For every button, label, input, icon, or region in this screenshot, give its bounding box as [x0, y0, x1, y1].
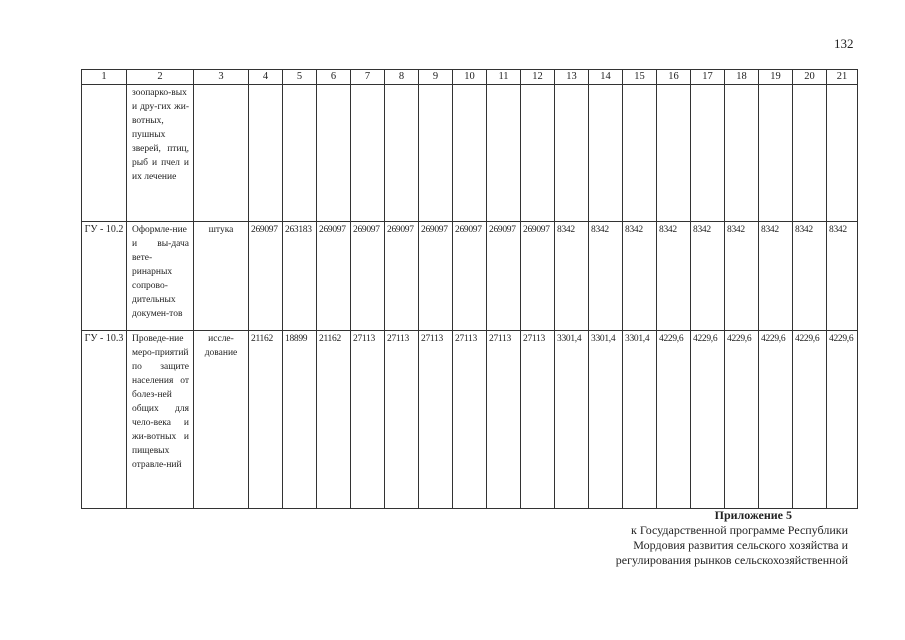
- row-value: 269097: [487, 222, 521, 331]
- appendix-line: регулирования рынков сельскохозяйственной: [615, 553, 848, 567]
- row-value: [419, 85, 453, 222]
- row-value: 27113: [521, 331, 555, 509]
- row-value: 8342: [691, 222, 725, 331]
- data-table: [81, 69, 858, 509]
- row-value: [385, 85, 419, 222]
- column-header: 14: [589, 70, 623, 85]
- row-code: ГУ - 10.2: [82, 222, 127, 331]
- row-value: [249, 85, 283, 222]
- column-header: 5: [283, 70, 317, 85]
- row-value: 4229,6: [827, 331, 858, 509]
- appendix-line: к Государственной программе Республики: [631, 523, 848, 537]
- appendix-line: Мордовия развития сельского хозяйства и: [633, 538, 848, 552]
- row-value: [351, 85, 385, 222]
- row-value: [555, 85, 589, 222]
- row-value: 3301,4: [623, 331, 657, 509]
- row-value: 4229,6: [793, 331, 827, 509]
- column-header: 7: [351, 70, 385, 85]
- row-value: 8342: [623, 222, 657, 331]
- row-value: 8342: [589, 222, 623, 331]
- row-name: Проведе-ние меро-приятий по защите населения от болез-ней общих для чело-века и жи-вотных и пищевых отравле-ний: [127, 331, 194, 509]
- column-header: 12: [521, 70, 555, 85]
- column-header: 21: [827, 70, 858, 85]
- row-value: 269097: [419, 222, 453, 331]
- column-header: 18: [725, 70, 759, 85]
- column-header: 8: [385, 70, 419, 85]
- row-name: Оформле-ние и вы-дача вете-ринарных сопрово-дительных докумен-тов: [127, 222, 194, 331]
- row-value: [725, 85, 759, 222]
- column-header: 13: [555, 70, 589, 85]
- column-header: 3: [194, 70, 249, 85]
- row-value: 269097: [249, 222, 283, 331]
- column-header: 11: [487, 70, 521, 85]
- table-row: [82, 222, 858, 331]
- row-value: 21162: [317, 331, 351, 509]
- column-header: 16: [657, 70, 691, 85]
- table-row: [82, 85, 858, 222]
- row-value: 269097: [351, 222, 385, 331]
- column-header: 19: [759, 70, 793, 85]
- row-value: 4229,6: [691, 331, 725, 509]
- column-header: 10: [453, 70, 487, 85]
- row-value: 8342: [657, 222, 691, 331]
- row-value: 27113: [487, 331, 521, 509]
- appendix-block: [568, 508, 848, 568]
- table-row: [82, 331, 858, 509]
- row-value: 3301,4: [589, 331, 623, 509]
- row-code: ГУ - 10.3: [82, 331, 127, 509]
- column-header: 2: [127, 70, 194, 85]
- row-value: 27113: [351, 331, 385, 509]
- row-value: [521, 85, 555, 222]
- row-value: [589, 85, 623, 222]
- row-unit: иссле-дование: [194, 331, 249, 509]
- row-value: 269097: [453, 222, 487, 331]
- column-header: 4: [249, 70, 283, 85]
- row-value: 4229,6: [725, 331, 759, 509]
- row-value: 4229,6: [759, 331, 793, 509]
- row-value: 269097: [521, 222, 555, 331]
- row-name: зоопарко-вых и дру-гих жи-вотных, пушных зверей, птиц, рыб и пчел и их лечение: [127, 85, 194, 222]
- row-value: 27113: [385, 331, 419, 509]
- row-value: [827, 85, 858, 222]
- column-header: 15: [623, 70, 657, 85]
- row-value: [759, 85, 793, 222]
- row-value: [793, 85, 827, 222]
- row-value: 263183: [283, 222, 317, 331]
- column-header: 9: [419, 70, 453, 85]
- column-header: 17: [691, 70, 725, 85]
- row-unit: [194, 85, 249, 222]
- row-value: [317, 85, 351, 222]
- row-value: 269097: [317, 222, 351, 331]
- row-value: [283, 85, 317, 222]
- row-value: 3301,4: [555, 331, 589, 509]
- row-value: 8342: [827, 222, 858, 331]
- column-header: 1: [82, 70, 127, 85]
- row-value: 8342: [759, 222, 793, 331]
- column-header: 20: [793, 70, 827, 85]
- row-value: [623, 85, 657, 222]
- row-value: [487, 85, 521, 222]
- row-value: [453, 85, 487, 222]
- header-row: [82, 70, 858, 85]
- row-value: 8342: [793, 222, 827, 331]
- row-value: 8342: [725, 222, 759, 331]
- appendix-title: Приложение 5: [714, 508, 792, 522]
- row-value: [657, 85, 691, 222]
- column-header: 6: [317, 70, 351, 85]
- page-number: 132: [834, 36, 854, 51]
- row-value: 27113: [419, 331, 453, 509]
- row-value: 21162: [249, 331, 283, 509]
- row-value: 18899: [283, 331, 317, 509]
- row-value: 8342: [555, 222, 589, 331]
- row-unit: штука: [194, 222, 249, 331]
- row-value: 269097: [385, 222, 419, 331]
- row-value: 27113: [453, 331, 487, 509]
- row-value: [691, 85, 725, 222]
- row-value: 4229,6: [657, 331, 691, 509]
- row-code: [82, 85, 127, 222]
